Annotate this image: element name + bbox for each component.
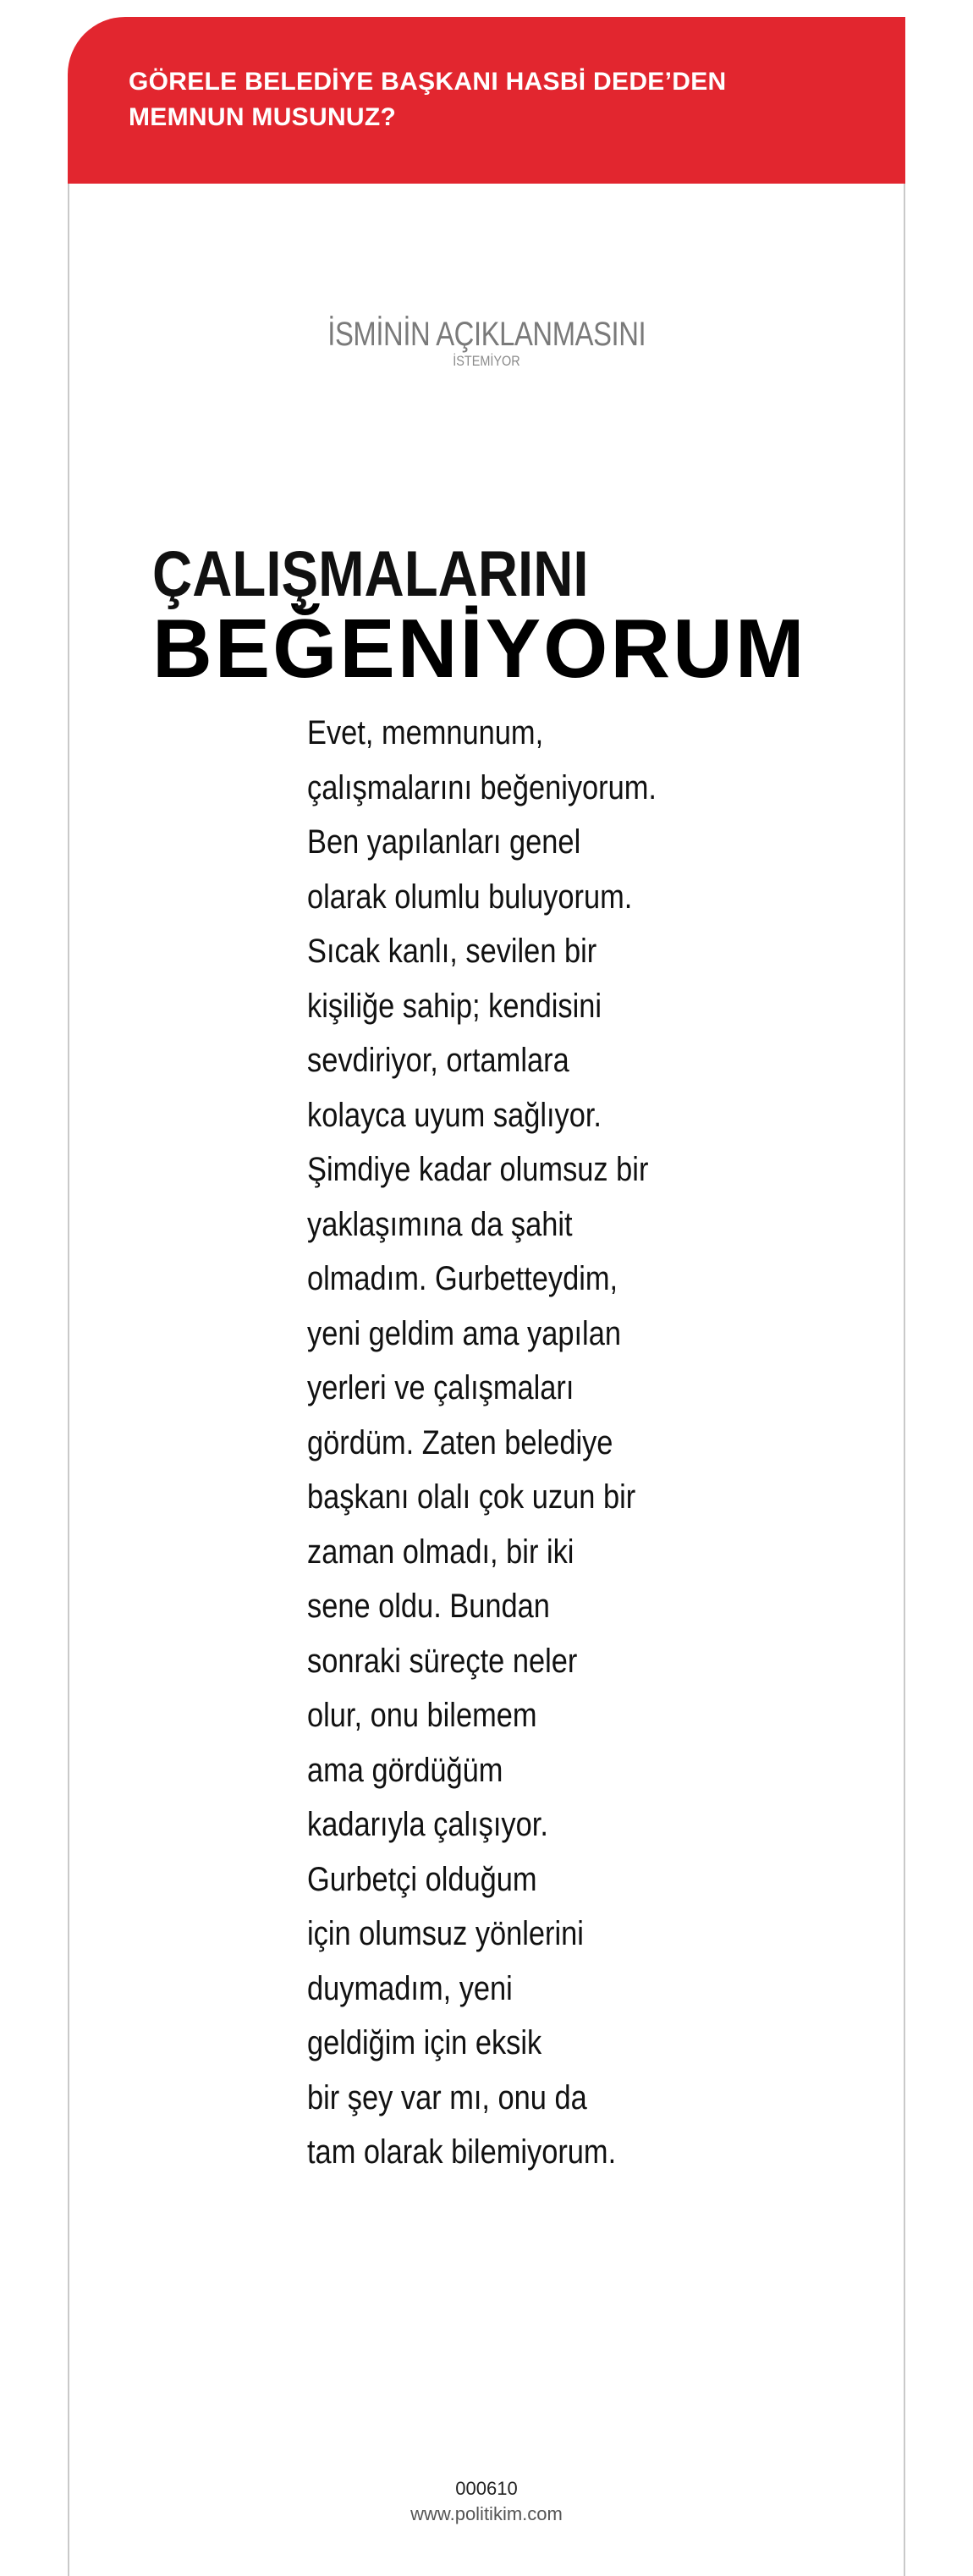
answer-body-line: Gurbetçi olduğum bbox=[307, 1860, 537, 1898]
answer-body-line: başkanı olalı çok uzun bir bbox=[307, 1478, 636, 1516]
answer-body-line: Evet, memnunum, bbox=[307, 714, 544, 751]
answer-body-line: Sıcak kanlı, sevilen bir bbox=[307, 933, 597, 970]
answer-body-line: gördüm. Zaten belediye bbox=[307, 1423, 613, 1461]
question-header bbox=[68, 17, 905, 184]
answer-body-line: bir şey var mı, onu da bbox=[307, 2078, 587, 2116]
answer-body-line: kişiliğe sahip; kendisini bbox=[307, 987, 602, 1025]
answer-body-line: tam olarak bilemiyorum. bbox=[307, 2133, 617, 2171]
answer-headline bbox=[152, 538, 914, 695]
answer-body-line: kolayca uyum sağlıyor. bbox=[307, 1096, 602, 1134]
answer-body-line: sevdiriyor, ortamlara bbox=[307, 1042, 569, 1079]
footer-url[interactable]: www.politikim.com bbox=[410, 2503, 563, 2524]
answer-body-line: yeni geldim ama yapılan bbox=[307, 1314, 621, 1352]
answer-body-line: çalışmalarını beğeniyorum. bbox=[307, 768, 657, 806]
respondent-name-line2: İSTEMİYOR bbox=[453, 353, 520, 369]
answer-body-line: Şimdiye kadar olumsuz bir bbox=[307, 1151, 649, 1188]
page-footer bbox=[68, 2476, 905, 2527]
answer-body-line: Ben yapılanları genel bbox=[307, 823, 581, 861]
respondent-name-line1: İSMİNİN AÇIKLANMASINI bbox=[327, 316, 646, 353]
respondent-name bbox=[68, 315, 905, 371]
footer-code: 000610 bbox=[455, 2478, 518, 2499]
headline-line1: ÇALIŞMALARINI bbox=[152, 538, 589, 610]
answer-body-line: geldiğim için eksik bbox=[307, 2024, 542, 2061]
answer-body-line: kadarıyla çalışıyor. bbox=[307, 1806, 548, 1843]
answer-body bbox=[307, 706, 781, 2180]
answer-body-line: yaklaşımına da şahit bbox=[307, 1205, 573, 1243]
answer-body-line: olur, onu bilemem bbox=[307, 1697, 537, 1734]
answer-body-line: duymadım, yeni bbox=[307, 1969, 513, 2007]
answer-body-line: için olumsuz yönlerini bbox=[307, 1915, 584, 1952]
answer-body-line: zaman olmadı, bir iki bbox=[307, 1533, 574, 1571]
question-title: GÖRELE BELEDİYE BAŞKANI HASBİ DEDE’DEN MEMNUN MUSUNUZ? bbox=[129, 68, 727, 131]
headline-line2: BEĞENİYORUM bbox=[152, 602, 807, 695]
answer-body-line: yerleri ve çalışmaları bbox=[307, 1369, 574, 1406]
answer-body-line: ama gördüğüm bbox=[307, 1751, 503, 1789]
answer-body-line: sonraki süreçte neler bbox=[307, 1642, 578, 1680]
answer-body-line: sene oldu. Bundan bbox=[307, 1588, 550, 1625]
answer-body-line: olmadım. Gurbetteydim, bbox=[307, 1260, 618, 1297]
answer-body-line: olarak olumlu buluyorum. bbox=[307, 878, 633, 916]
